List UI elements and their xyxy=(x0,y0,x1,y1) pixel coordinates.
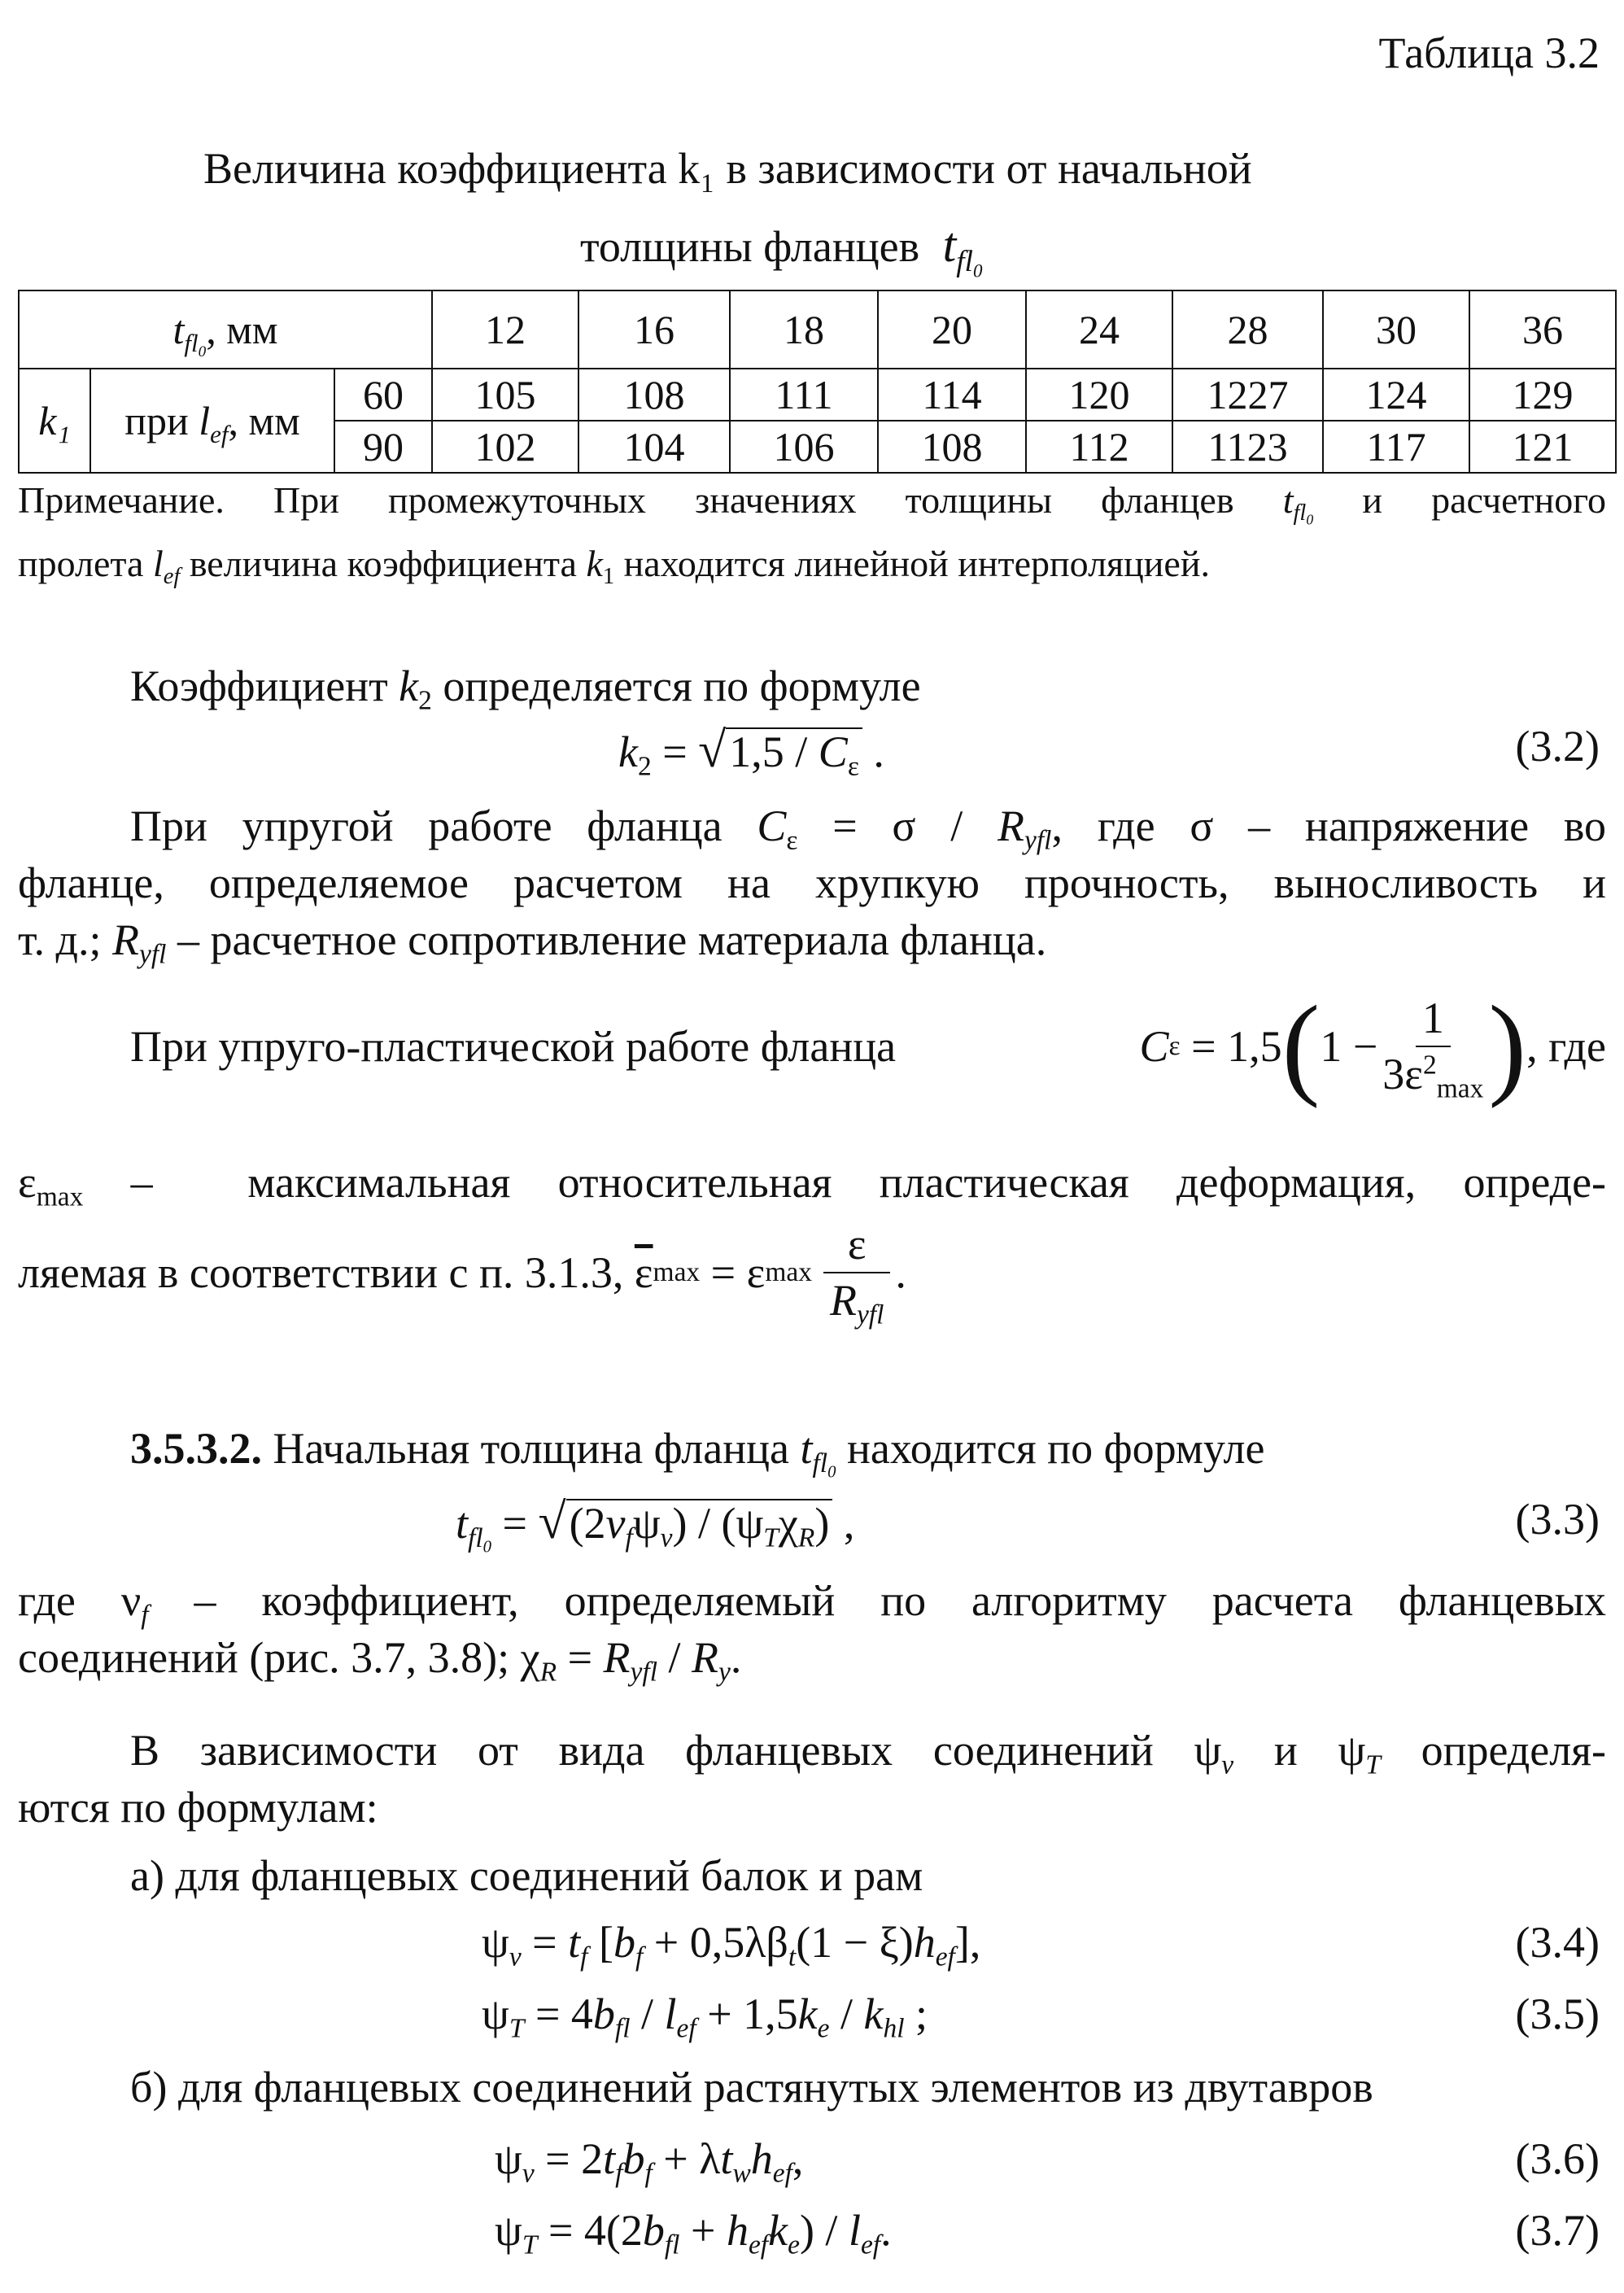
value-cell: 106 xyxy=(730,421,878,473)
note-line1: Примечание. При промежуточных значениях толщины фланцев $t_{fl_0}$ и расчетного xyxy=(18,479,1607,528)
equation-number: (3.6) xyxy=(1515,2134,1600,2183)
plastic-line3: ляемая в соответствии с п. 3.1.3, $\overline{\varepsilon}$ max = ε max $\frac{\varepsilon}{R_{yfl}}$ . xyxy=(18,1220,906,1331)
dep-line2: ются по формулам: xyxy=(18,1783,378,1832)
dep-line1: В зависимости от вида фланцевых соединений $\psi_v$ и $\psi_T$ определя- xyxy=(130,1726,1606,1780)
value-cell: 114 xyxy=(878,369,1026,421)
plastic-line1: При упруго-пластической работе фланца C ε = 1,5 ( 1 − $\frac{1}{3\varepsilon^2_{max}}$ ) , где xyxy=(130,983,1606,1110)
nu-paragraph xyxy=(18,1572,1606,1686)
thickness-cell: 12 xyxy=(432,290,578,369)
elastic-line2: фланце, определяемое расчетом на хрупкую прочность, выносливость и xyxy=(18,858,1606,908)
thickness-cell: 28 xyxy=(1172,290,1323,369)
equation-number: (3.5) xyxy=(1515,1989,1600,2038)
equation-number: (3.2) xyxy=(1515,722,1600,771)
lef-cell: 60 xyxy=(334,369,432,421)
value-cell: 105 xyxy=(432,369,578,421)
value-cell: 121 xyxy=(1469,421,1616,473)
table-label: Таблица 3.2 xyxy=(1378,28,1600,77)
elastic-paragraph xyxy=(18,797,1606,969)
lef-cell: 90 xyxy=(334,421,432,473)
elastic-line1: При упругой работе фланца $C_\varepsilon = \sigma / R_{yfl}$, где σ – напряжение во xyxy=(130,801,1607,856)
value-cell: 108 xyxy=(878,421,1026,473)
row-label-k1: k₁ xyxy=(19,369,90,473)
nu-line2: соединений (рис. 3.7, 3.8); $\chi_R = R_{yfl} / R_y$. xyxy=(18,1633,742,1688)
formula-3-3: $t_{fl_0} = √(2\nu_f\psi_v) / (\psi_T\chi_R)$ , xyxy=(456,1494,855,1557)
row-sublabel-lef: при $l_{ef}$, мм xyxy=(90,369,334,473)
formula-3-7: $\psi_T = 4(2b_{fl} + h_{ef}k_e) / l_{ef}$. xyxy=(495,2206,892,2260)
equation-number: (3.3) xyxy=(1515,1495,1600,1544)
table-caption-line2: толщины фланцев $t_{fl_0}$ xyxy=(580,218,983,282)
formula-3-5: $\psi_T = 4b_{fl} / l_{ef} + 1,5k_e / k_{hl}$ ; xyxy=(482,1989,928,2044)
table-caption-line1 xyxy=(203,140,1252,197)
thickness-cell: 36 xyxy=(1469,290,1616,369)
elastic-line3: т. д.; $R_{yfl}$ – расчетное сопротивление материала фланца. xyxy=(18,915,1047,971)
equation-number: (3.7) xyxy=(1515,2206,1600,2255)
coefficient-table xyxy=(18,290,1617,474)
thickness-cell: 24 xyxy=(1026,290,1172,369)
value-cell: 120 xyxy=(1026,369,1172,421)
value-cell: 1227 xyxy=(1172,369,1323,421)
value-cell: 108 xyxy=(578,369,730,421)
section-number: 3.5.3.2. xyxy=(130,1424,262,1473)
header-param-cell: $t_{fl_0}$, мм xyxy=(19,290,432,369)
table-note xyxy=(18,476,1606,588)
thickness-cell: 16 xyxy=(578,290,730,369)
value-cell: 117 xyxy=(1323,421,1469,473)
table-header-row xyxy=(19,290,1616,369)
value-cell: 102 xyxy=(432,421,578,473)
case-b: б) для фланцевых соединений растянутых элементов из двутавров xyxy=(130,2063,1373,2112)
value-cell: 111 xyxy=(730,369,878,421)
formula-3-4: $\psi_v = t_f$ $[b_f + 0,5\lambda\beta_t(1 - \xi)h_{ef}]$, xyxy=(482,1918,981,1972)
nu-line1: где $\nu_f$ – коэффициент, определяемый по алгоритму расчета фланцевых xyxy=(18,1576,1607,1631)
value-cell: 129 xyxy=(1469,369,1616,421)
formula-3-6: $\psi_v = 2t_fb_f + \lambda t_wh_{ef}$, xyxy=(495,2134,804,2189)
thickness-cell: 18 xyxy=(730,290,878,369)
formula-3-2: $k_2 = √1,5 / C_\varepsilon$ . xyxy=(618,723,884,782)
equation-number: (3.4) xyxy=(1515,1918,1600,1967)
value-cell: 124 xyxy=(1323,369,1469,421)
table-row xyxy=(19,369,1616,421)
section-heading: 3.5.3.2. Начальная толщина фланца $t_{fl_0}$ находится по формуле xyxy=(130,1424,1265,1482)
formula-c-epsilon: C ε = 1,5 ( 1 − $\frac{1}{3\varepsilon^2_{max}}$ ) , где xyxy=(1139,983,1606,1110)
dependence-paragraph xyxy=(18,1722,1606,1836)
value-cell: 1123 xyxy=(1172,421,1323,473)
case-a: а) для фланцевых соединений балок и рам xyxy=(130,1851,923,1900)
thickness-cell: 20 xyxy=(878,290,1026,369)
note-line2: пролета $l_{ef}$ величина коэффициента $k_1$ находится линейной интерполяцией. xyxy=(18,542,1210,589)
plastic-line2: $\varepsilon_{max}$ – максимальная относительная пластическая деформация, опреде- xyxy=(18,1158,1607,1212)
thickness-cell: 30 xyxy=(1323,290,1469,369)
value-cell: 112 xyxy=(1026,421,1172,473)
caption-text: толщины фланцев xyxy=(580,222,920,271)
caption-text: Величина коэффициента k₁ в зависимости от начальной xyxy=(203,144,1252,193)
value-cell: 104 xyxy=(578,421,730,473)
k2-intro: Коэффициент $k_2$ определяется по формуле xyxy=(130,662,921,716)
